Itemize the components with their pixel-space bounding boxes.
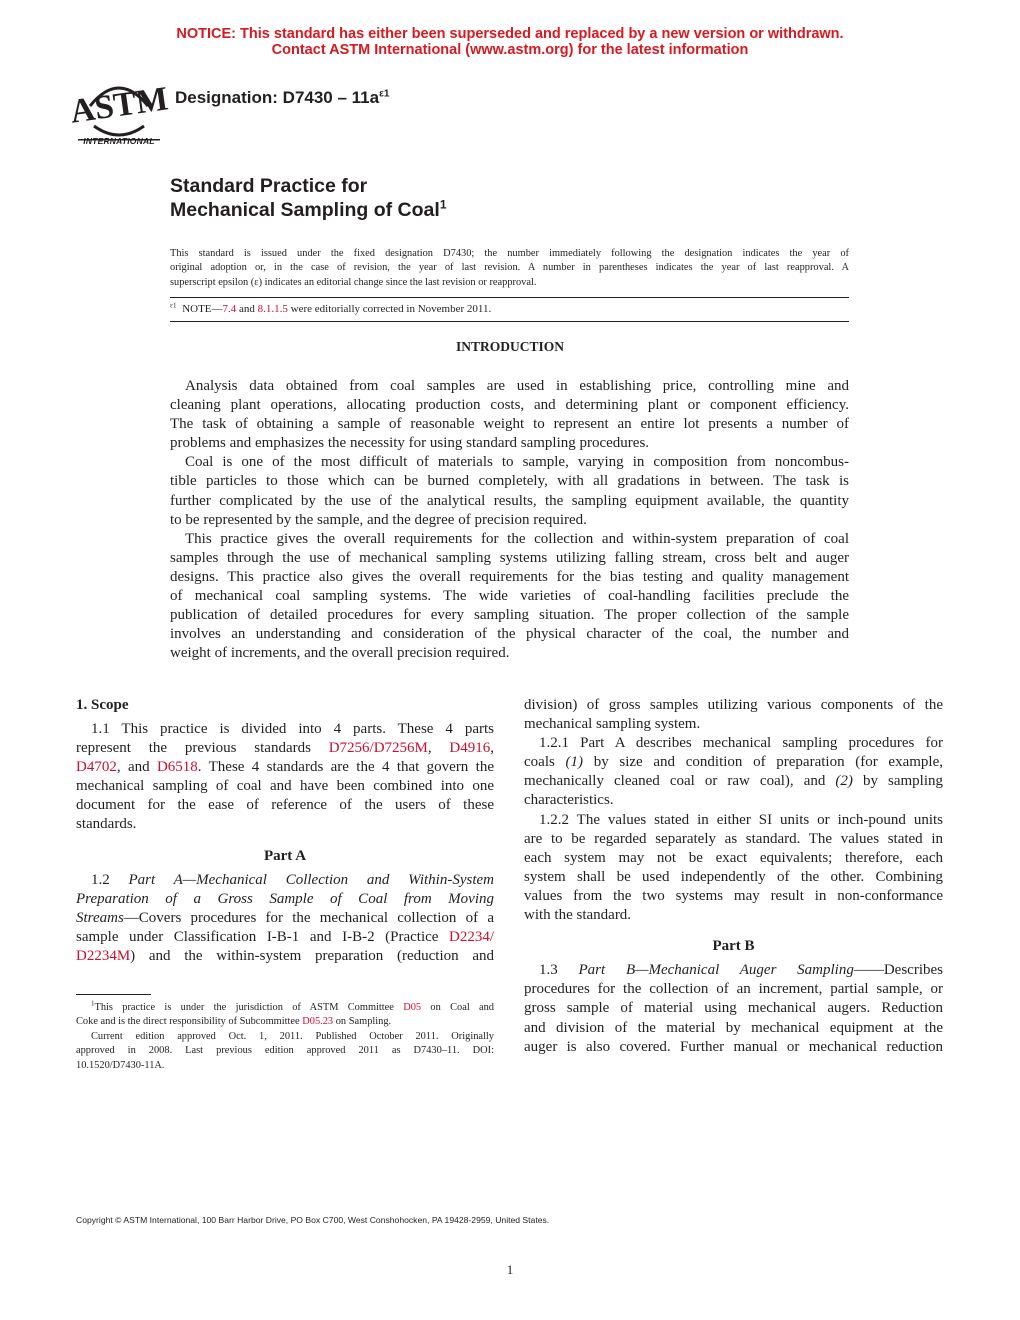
issuance-line: superscript epsilon (ε) indicates an editorial change since the last revision or reapproval.	[170, 276, 537, 288]
intro-line: further complicated by the use of the analytical results, the sampling equipment available, the quantity	[170, 492, 849, 509]
para-line: standards.	[76, 816, 137, 833]
link-d6518[interactable]: D6518	[156, 759, 198, 776]
note-label: NOTE	[182, 303, 212, 315]
para-line: gross sample of material using mechanical augers. Reduction	[524, 1000, 943, 1017]
footnote-line: Coke and is the direct responsibility of Subcommittee D05.23 on Sampling.	[76, 1016, 392, 1028]
title-footnote-mark: 1	[439, 197, 447, 212]
para-line: D4702, and D6518. These 4 standards are the 4 that govern the	[76, 759, 494, 776]
intro-line: The task of obtaining a sample of reasonable weight to represent an entire lot presents a number of	[170, 416, 849, 433]
para-line: 1.2.2 The values stated in either SI units or inch-pound units	[539, 811, 943, 828]
para-line: auger is also covered. Further manual or mechanical reduction	[524, 1038, 943, 1055]
para-line: each system may not be exact equivalents; therefore, each	[524, 849, 943, 866]
para-line: document for the ease of reference of the users of these	[76, 797, 494, 814]
para-line: Streams—Covers procedures for the mechanical collection of a	[76, 909, 494, 926]
logo-letters: ASTM	[67, 80, 171, 131]
link-d7256[interactable]: D7256/D7256M	[328, 740, 428, 757]
link-7-4[interactable]: 7.4	[222, 303, 237, 315]
footnote-rule	[76, 994, 151, 995]
right-column	[524, 696, 943, 1057]
para-line: system shall be used independently of the other. Combining	[524, 868, 943, 885]
para-line: Preparation of a Gross Sample of Coal from Moving	[76, 890, 494, 907]
intro-line: publication of detailed procedures for every sampling situation. The proper collection of the sample	[170, 607, 849, 624]
intro-line: involves an understanding and consideration of the physical character of the coal, the number and	[170, 626, 849, 643]
para-line: are to be regarded separately as standard. The values stated in	[524, 830, 943, 847]
title-line-2	[170, 199, 447, 222]
note-dash: —	[211, 303, 223, 315]
footnote-line: $^1$This practice is under the jurisdiction of ASTM Committee D05 on Coal and	[91, 999, 494, 1013]
link-d2234[interactable]: D2234/	[449, 928, 494, 945]
note-rest: were editorially corrected in November 2011.	[287, 303, 492, 315]
designation-label: Designation: D7430 – 11a	[175, 88, 380, 107]
para-line: sample under Classification I-B-1 and I-B-2 (Practice D2234/	[76, 928, 494, 945]
title-line-1: Standard Practice for	[170, 175, 368, 197]
intro-line: tible particles to those which can be burned completely, with all gradations in between. The task is	[170, 473, 849, 490]
introduction-text	[170, 377, 849, 663]
designation	[175, 88, 389, 108]
intro-line: Analysis data obtained from coal samples are used in establishing price, controlling mine and	[185, 378, 849, 394]
para-line: D2234M) and the within-system preparation (reduction and	[76, 948, 494, 965]
footnote-line: Current edition approved Oct. 1, 2011. Published October 2011. Originally	[91, 1030, 494, 1042]
para-line: 1.2.1 Part A describes mechanical sampling procedures for	[539, 735, 943, 752]
para-line: 1.2 Part A—Mechanical Collection and Within-System	[91, 871, 494, 888]
notice-line-1: NOTICE: This standard has either been superseded and replaced by a new version or withdrawn.	[176, 26, 844, 42]
para-line: and division of the material by mechanical equipment at the	[524, 1019, 943, 1036]
editorial-epsilon: ε1	[170, 301, 177, 310]
issuance-statement	[170, 247, 849, 290]
para-line: mechanical sampling of coal and have been combined into one	[76, 778, 494, 795]
para-line: coals (1) by size and condition of preparation (for example,	[524, 754, 943, 771]
para-line: represent the previous standards D7256/D7256M, D4916,	[76, 740, 495, 757]
part-b-heading: Part B	[712, 938, 755, 955]
copyright: Copyright © ASTM International, 100 Barr Harbor Drive, PO Box C700, West Conshohocken, PA 19428-2959, United States.	[76, 1215, 550, 1225]
footnote-line: approved in 2008. Last previous edition approved 2011 as D7430–11. DOI:	[76, 1045, 494, 1057]
part-a-heading: Part A	[263, 847, 307, 864]
para-line: mechanically cleaned coal or raw coal), and (2) by sampling	[524, 773, 944, 790]
para-line: 1.3 Part B—Mechanical Auger Sampling——Describes	[539, 962, 943, 979]
note-and: and	[236, 303, 258, 315]
intro-line: weight of increments, and the overall precision required.	[170, 645, 510, 662]
para-line: mechanical sampling system.	[524, 716, 701, 733]
link-d2234m[interactable]: D2234M	[76, 948, 131, 965]
astm-logo	[67, 74, 171, 150]
intro-line: samples through the use of mechanical sampling systems utilizing falling stream, cross belt and auger	[170, 549, 849, 566]
intro-line: This practice gives the overall requirements for the collection and within-system preparation of coal	[185, 530, 849, 547]
scope-heading: 1. Scope	[76, 697, 129, 713]
intro-line: problems and emphasizes the necessity for using standard sampling procedures.	[170, 435, 650, 452]
intro-line: cleaning plant operations, allocating production costs, and determining plant or component efficiency.	[170, 397, 849, 414]
para-line: 1.1 This practice is divided into 4 parts. These 4 parts	[91, 721, 494, 737]
link-d4916[interactable]: D4916	[449, 740, 491, 757]
intro-line: designs. This practice also gives the overall requirements for the bias testing and quality management	[170, 568, 849, 585]
title-text: Mechanical Sampling of Coal	[170, 199, 440, 221]
para-line: procedures for the collection of an increment, partial sample, or	[524, 981, 943, 998]
issuance-line: original adoption or, in the case of revision, the year of last revision. A number in parentheses indicates the year of last reapproval. A	[170, 262, 849, 274]
designation-epsilon: ε1	[379, 88, 390, 100]
page-number: 1	[506, 1262, 514, 1277]
intro-line: to be represented by the sample, and the degree of precision required.	[170, 511, 587, 528]
link-d05[interactable]: D05	[403, 1002, 422, 1013]
para-line: with the standard.	[524, 907, 632, 924]
editorial-note	[170, 303, 491, 315]
divider	[170, 297, 849, 298]
para-line: division) of gross samples utilizing various components of the	[524, 697, 943, 713]
link-d05-23[interactable]: D05.23	[302, 1016, 334, 1028]
para-line: values from the two systems may result in non-conformance	[524, 887, 943, 904]
footnote-line: 10.1520/D7430-11A.	[76, 1059, 165, 1071]
para-line: characteristics.	[524, 792, 614, 809]
link-8-1-1-5[interactable]: 8.1.1.5	[257, 303, 288, 315]
introduction-heading: INTRODUCTION	[455, 339, 564, 354]
intro-line: Coal is one of the most difficult of materials to sample, varying in composition from noncombus-	[185, 454, 849, 471]
logo-caption: INTERNATIONAL	[83, 136, 155, 146]
link-d4702[interactable]: D4702	[76, 759, 117, 776]
footnote	[76, 1001, 494, 1073]
intro-line: of mechanical coal sampling systems. The wide varieties of coal-handling facilities preclude the	[170, 588, 849, 605]
notice-line-2: Contact ASTM International (www.astm.org) for the latest information	[271, 42, 749, 58]
divider	[170, 321, 849, 322]
issuance-line: This standard is issued under the fixed designation D7430; the number immediately following the designation indicates the year of	[170, 248, 849, 259]
left-column	[76, 696, 494, 966]
